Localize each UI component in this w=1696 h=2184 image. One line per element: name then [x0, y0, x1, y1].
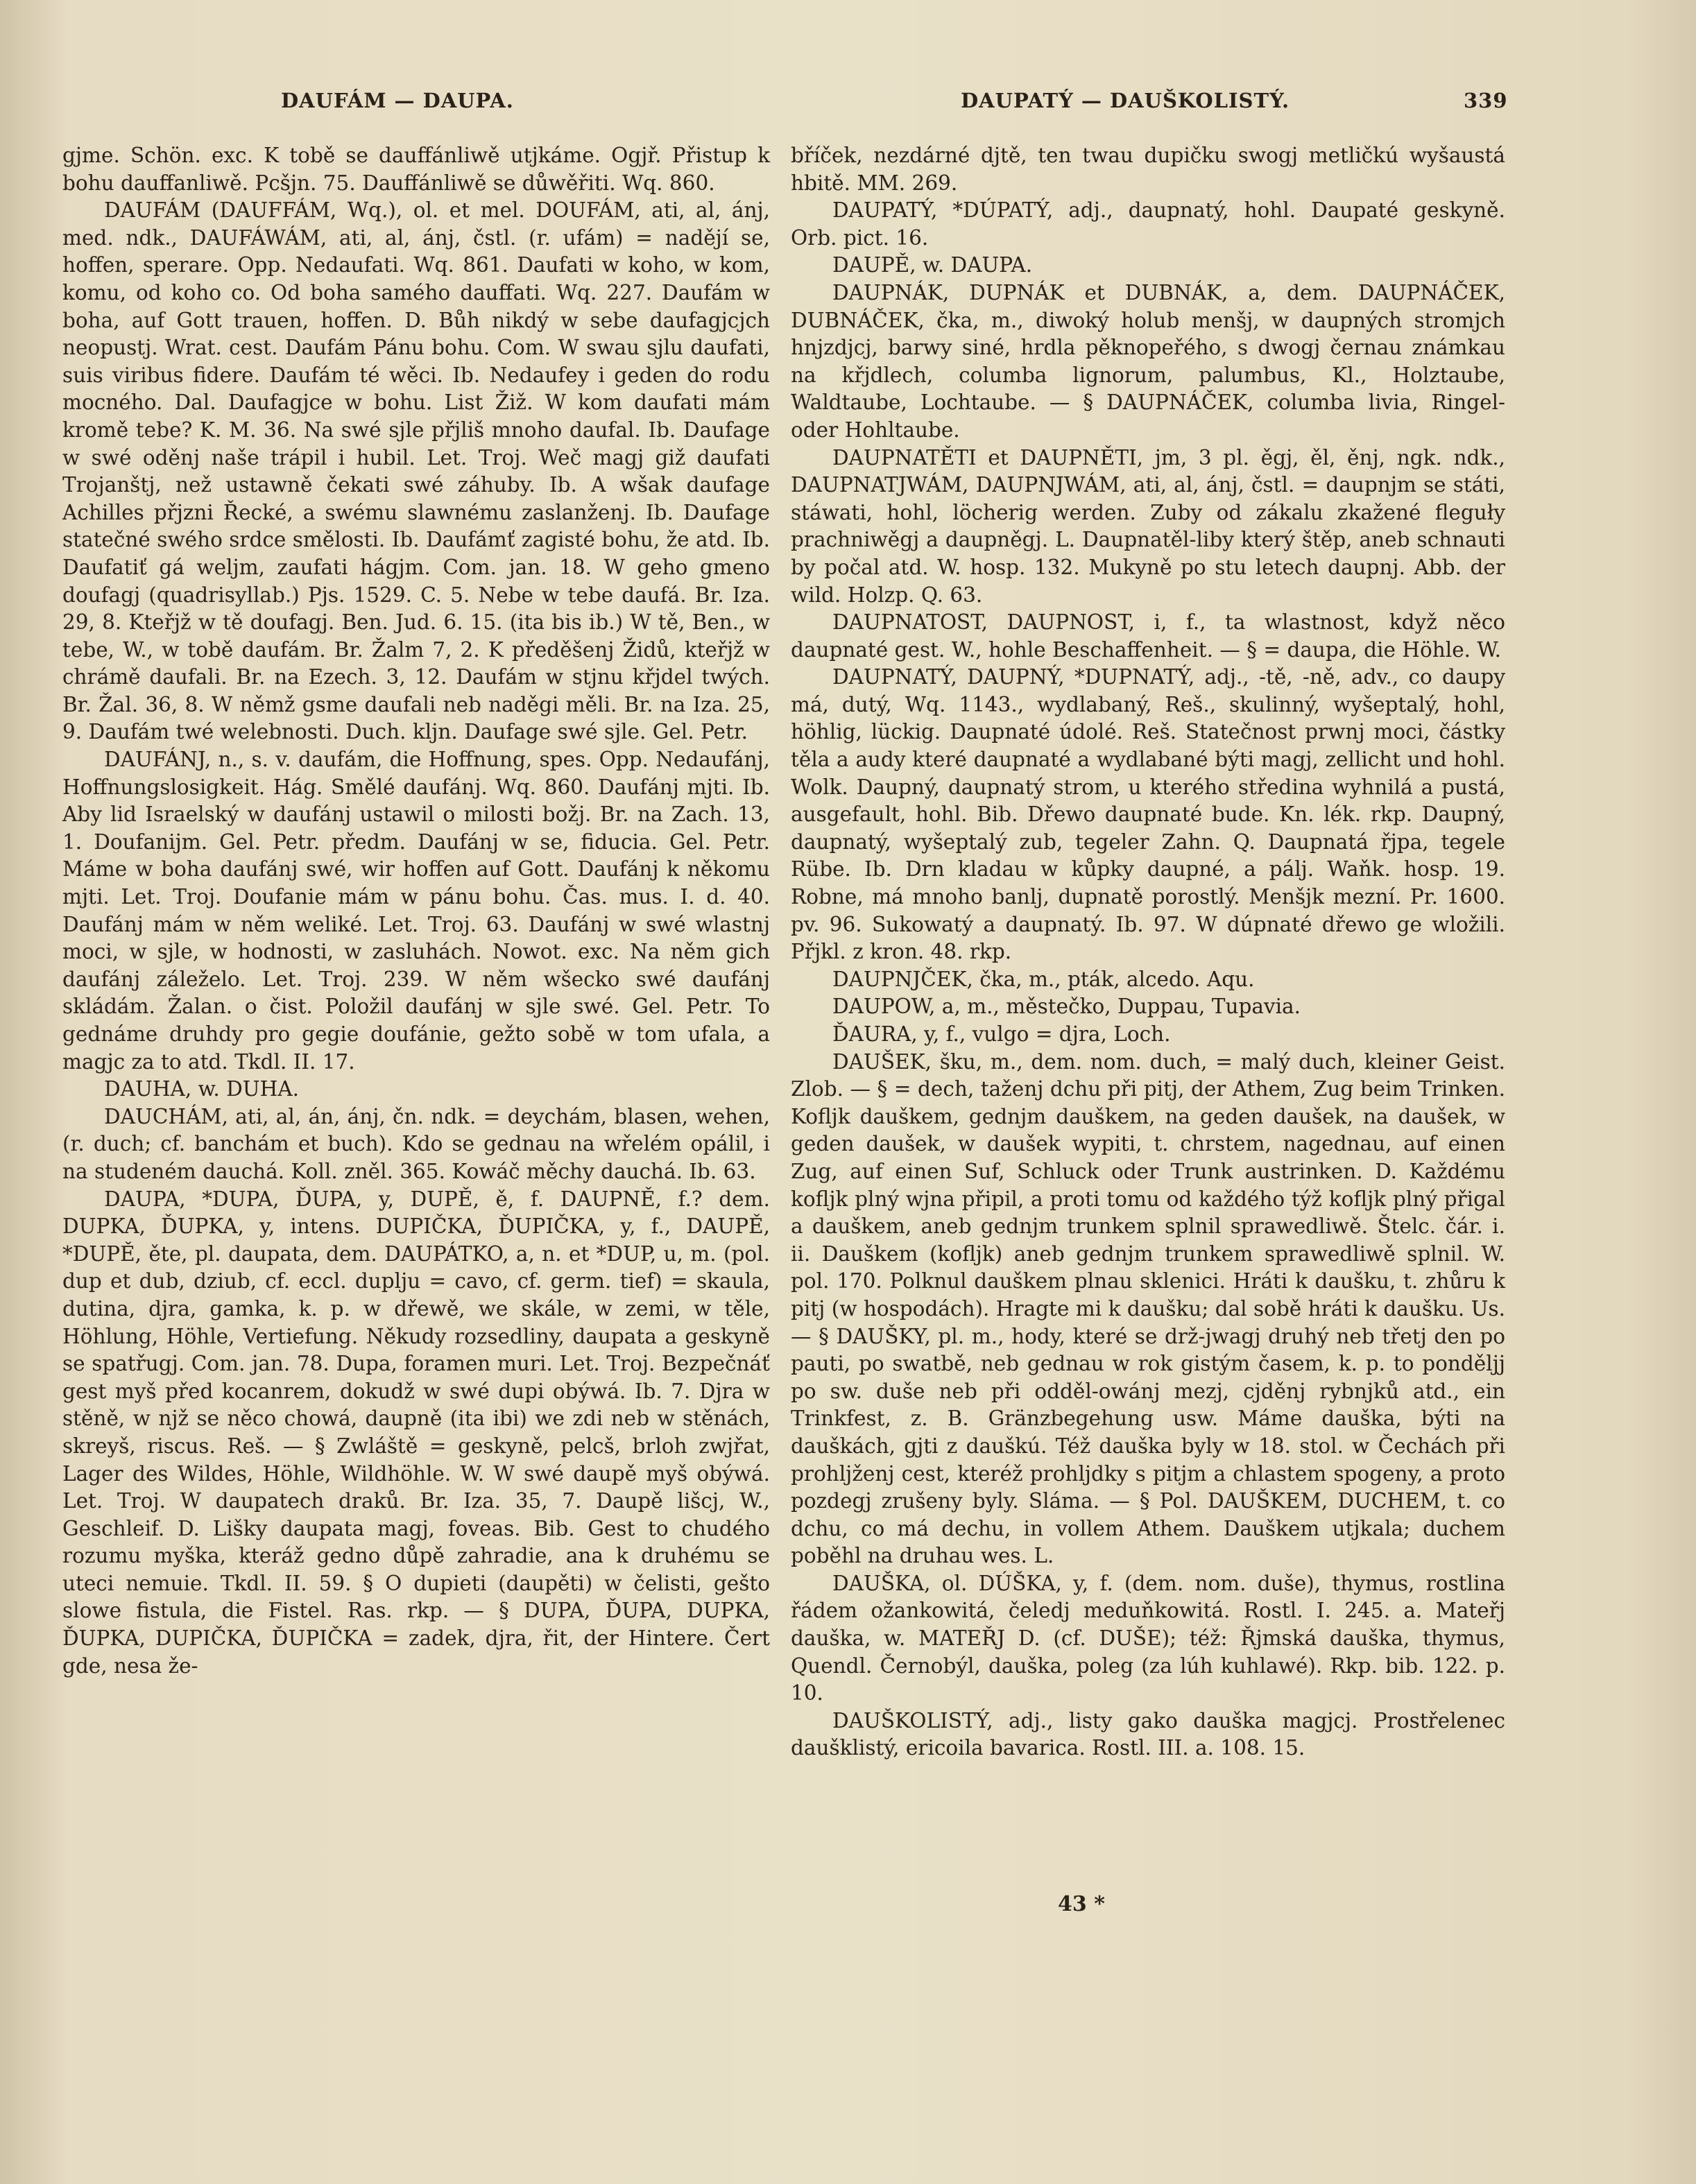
entry-daupaty: DAUPATÝ, *DÚPATÝ, adj., daupnatý, hohl. Daupaté geskyně. Orb. pict. 16. [791, 198, 1505, 250]
entry-daupow: DAUPOW, a, m., městečko, Duppau, Tupavia. [832, 995, 1301, 1019]
right-running-head: DAUPATÝ — DAUŠKOLISTÝ. [961, 89, 1290, 112]
entry-daupnateti: DAUPNATĚTI et DAUPNĚTI, jm, 3 pl. ěgj, ěl, ěnj, ngk. ndk., DAUPNATJWÁM, DAUPNJWÁM, ati, al, ánj, čstl. = daupnjm se státi, stáwati, hohl, löcherig werden. Zuby od zákalu zkažené ﬂeguły prachniwěgj a daupněgj. L. Daupnatěl-liby který štěp, aneb schnauti by počal atd. W. hosp. 132. Mukyně po stu letech daupnj. Abb. der wild. Holzp. Q. 63. [791, 445, 1505, 607]
entry-daupnaty: DAUPNATÝ, DAUPNÝ, *DUPNATÝ, adj., -tě, -ně, adv., co daupy má, dutý, Wq. 1143., wydlabaný, Reš., skulinný, wyšeptalý, hohl, höhlig, lückig. Daupnaté údolé. Reš. Statečnost prwnj moci, částky těla a audy které daupnaté a wydlabané býti magj, zellicht und hohl. Wolk. Daupný, daupnatý strom, u kterého středina wyhnilá a pustá, ausgefault, hohl. Bib. Dřewo daupnaté bude. Kn. lék. rkp. Daupný, daupnatý, wyšeptalý zub, tegeler Zahn. Q. Daupnatá řjpa, tegele Rübe. Ib. Drn kladau w kůpky daupné, a pálj. Waňk. hosp. 19. Robne, má mnoho banlj, dupnatě porostlý. Menšjk mezní. Pr. 1600. pv. 96. Sukowatý a daupnatý. Ib. 97. W dúpnaté dřewo ge wložili. Přjkl. z kron. 48. rkp. [791, 665, 1505, 964]
entry-dausek: DAUŠEK, šku, m., dem. nom. duch, = malý duch, kleiner Geist. Zlob. — § = dech, taženj dchu při pitj, der Athem, Zug beim Trinken. Kofljk dauškem, gednjm dauškem, na geden daušek, na daušek, w geden daušek, w daušek wypiti, t. chrstem, nagednau, auf einen Zug, auf einen Suf, Schluck oder Trunk austrinken. D. Každému kofljk plný wjna připil, a proti tomu od každého týž kofljk plný přigal a dauškem, aneb gednjm trunkem splnil sprawedliwě. Štelc. čár. i. ii. Dauškem (kofljk) aneb gednjm trunkem sprawedliwě splnil. W. pol. 170. Polknul dauškem plnau sklenici. Hráti k daušku, t. zhůru k pitj (w hospodách). Hragte mi k daušku; dal sobě hráti k daušku. Us. — § DAUŠKY, pl. m., hody, které se drž-jwagj druhý neb třetj den po pauti, po swatbě, neb gednau w rok gistým časem, k. p. to ponděljj po sw. duše neb při odděl-owánj mezj, cjděnj rybnjků atd., ein Trinkfest, z. B. Gränzbegehung usw. Máme dauška, býti na dauškách, gjti z dauškú. Též dauška byly w 18. stol. w Čechách při prohljženj cest, kteréž prohljdky s pitjm a chlastem spogeny, a proto pozdegj zrušeny byly. Sláma. — § Pol. DAUŠKEM, DUCHEM, t. co dchu, co má dechu, in vollem Athem. Dauškem utjkala; duchem poběhl na druhau wes. L. [791, 1049, 1505, 1568]
entry-dauha: DAUHA, w. DUHA. [104, 1077, 300, 1101]
entry-paragraph: gjme. Schön. exc. K tobě se dauffánliwě utjkáme. Ogjř. Přistup k bohu dauffanliwě. Pcšjn. 75. Dauffánliwě se důwěřiti. Wq. 860. [62, 144, 770, 195]
entry-paragraph: bříček, nezdárné djtě, ten twau dupičku swogj metličkú wyšaustá hbitě. MM. 269. [791, 144, 1505, 195]
entry-daupnatost: DAUPNATOST, DAUPNOST, i, f., ta wlastnost, když něco daupnaté gest. W., hohle Beschaffenheit. — § = daupa, die Höhle. W. [791, 610, 1505, 662]
entry-daufanj: DAUFÁNJ, n., s. v. daufám, die Hoffnung, spes. Opp. Nedaufánj, Hoffnungslosigkeit. Hág. Smělé daufánj. Wq. 860. Daufánj mjti. Ib. Aby lid Israelský w daufánj ustawil o milosti božj. Br. na Zach. 13, 1. Doufanijm. Gel. Petr. předm. Daufánj w se, fiducia. Gel. Petr. Máme w boha daufánj swé, wir hoffen auf Gott. Daufánj k někomu mjti. Let. Troj. Doufanie mám w pánu bohu. Čas. mus. I. d. 40. Daufánj mám w něm weliké. Let. Troj. 63. Daufánj w swé wlastnj moci, w sjle, w hodnosti, w zasluhách. Nowot. exc. Na něm gich daufánj záleželo. Let. Troj. 239. W něm wšecko swé daufánj skládám. Žalan. o čist. Položil daufánj w sjle swé. Gel. Petr. To gednáme druhdy pro gegie doufánie, gežto sobě w tom ufala, a magjc za to atd. Tkdl. II. 17. [62, 748, 770, 1074]
entry-daufam: DAUFÁM (DAUFFÁM, Wq.), ol. et mel. DOUFÁM, ati, al, ánj, med. ndk., DAUFÁWÁM, ati, al, ánj, čstl. (r. ufám) = nadějí se, hoffen, sperare. Opp. Nedaufati. Wq. 861. Daufati w koho, w kom, komu, od koho co. Od boha samého dauffati. Wq. 227. Daufám w boha, auf Gott trauen, hoffen. D. Bůh nikdý w sebe daufagjcjch neopustj. Wrat. cest. Daufám Pánu bohu. Com. W swau sjlu daufati, suis viribus fidere. Daufám té wěci. Ib. Nedaufey i geden do rodu mocného. Dal. Daufagjce w bohu. List Žiž. W kom daufati mám kromě tebe? K. M. 36. Na swé sjle přjliš mnoho daufal. Ib. Daufage w swé oděnj naše trápil i hubil. Let. Troj. Weč magj giž daufati Trojanštj, než ustawně čekati swé záhuby. Ib. A wšak daufage Achilles přjzni Řecké, a swému slawnému zaslanženj. Ib. Daufage statečné swého srdce smělosti. Ib. Daufámť zagisté bohu, že atd. Ib. Daufatiť gá weljm, zaufati hágjm. Com. jan. 18. W geho gmeno doufagj (quadrisyllab.) Pjs. 1529. C. 5. Nebe w tebe daufá. Br. Iza. 29, 8. Kteřjž w tě doufagj. Ben. Jud. 6. 15. (ita bis ib.) W tě, Ben., w tebe, W., w tobě daufám. Br. Žalm 7, 2. K předěšenj Židů, kteřjž w chrámě daufali. Br. na Ezech. 3, 12. Daufám w stjnu křjdel twých. Br. Žal. 36, 8. W němž gsme daufali neb naděgi měli. Br. na Iza. 25, 9. Daufám twé welebnosti. Duch. kljn. Daufage swé sjle. Gel. Petr. [62, 198, 770, 744]
right-column [791, 142, 1505, 1762]
entry-daucham: DAUCHÁM, ati, al, án, ánj, čn. ndk. = deychám, blasen, wehen, (r. duch; cf. banchám et buch). Kdo se gednau na wřelém opálil, i na studeném dauchá. Koll. zněl. 365. Kowáč měchy dauchá. Ib. 63. [62, 1104, 770, 1183]
signature-mark: 43 * [1058, 1892, 1105, 1916]
entry-daura: ĎAURA, y, f., vulgo = djra, Loch. [832, 1022, 1171, 1046]
page-number: 339 [1464, 89, 1508, 112]
entry-dauskolisty: DAUŠKOLISTÝ, adj., listy gako dauška magjcj. Prostřelenec daušklistý, ericoila bavarica. Rostl. III. a. 108. 15. [791, 1708, 1505, 1760]
left-running-head: DAUFÁM — DAUPA. [281, 89, 514, 112]
entry-daupa: DAUPA, *DUPA, ĎUPA, y, DUPĚ, ě, f. DAUPNĚ, f.? dem. DUPKA, ĎUPKA, y, intens. DUPIČKA, ĎUPIČKA, y, f., DAUPĚ, *DUPĚ, ěte, pl. daupata, dem. DAUPÁTKO, a, n. et *DUP, u, m. (pol. dup et dub, dziub, cf. eccl. duplju = cavo, cf. germ. tief) = skaula, dutina, djra, gamka, k. p. w dřewě, we skále, w zemi, w těle, Höhlung, Höhle, Vertiefung. Někudy rozsedliny, daupata a geskyně se spatřugj. Com. jan. 78. Dupa, foramen muri. Let. Troj. Bezpečnáť gest myš před kocanrem, dokudž w swé dupi obýwá. Ib. 7. Djra w stěně, w njž se něco chowá, daupně (ita ibi) we zdi neb w stěnách, skreyš, riscus. Reš. — § Zwláště = geskyně, pelcš, brloh zwjřat, Lager des Wildes, Höhle, Wildhöhle. W. W swé daupě myš obýwá. Let. Troj. W daupatech draků. Br. Iza. 35, 7. Daupě lišcj, W., Geschleif. D. Lišky daupata magj, foveas. Bib. Gest to chudého rozumu myška, kteráž gedno důpě zahradie, ana k druhému se uteci nemuie. Tkdl. II. 59. § O dupieti (daupěti) w čelisti, gešto slowe fistula, die Fistel. Ras. rkp. — § DUPA, ĎUPA, DUPKA, ĎUPKA, DUPIČKA, ĎUPIČKA = zadek, djra, řit, der Hintere. Čert gde, nesa že- [62, 1187, 770, 1678]
entry-daupnak: DAUPNÁK, DUPNÁK et DUBNÁK, a, dem. DAUPNÁČEK, DUBNÁČEK, čka, m., diwoký holub menšj, w daupných stromjch hnjzdjcj, barwy siné, hrdla pěknopeřého, s dwogj černau známkau na křjdlech, columba lignorum, palumbus, Kl., Holztaube, Waldtaube, Lochtaube. — § DAUPNÁČEK, columba livia, Ringel- oder Hohltaube. [791, 280, 1505, 442]
entry-daupnjcek: DAUPNJČEK, čka, m., pták, alcedo. Aqu. [832, 967, 1255, 991]
left-column [62, 142, 770, 1680]
entry-daupe: DAUPĚ, w. DAUPA. [832, 253, 1033, 277]
entry-dauska: DAUŠKA, ol. DÚŠKA, y, f. (dem. nom. duše), thymus, rostlina řádem ožankowitá, čeledj meduňkowitá. Rostl. I. 245. a. Mateřj dauška, w. MATEŘJ D. (cf. DUŠE); též: Řjmská dauška, thymus, Quendl. Černobýl, dauška, poleg (za lúh kuhlawé). Rkp. bib. 122. p. 10. [791, 1571, 1505, 1705]
